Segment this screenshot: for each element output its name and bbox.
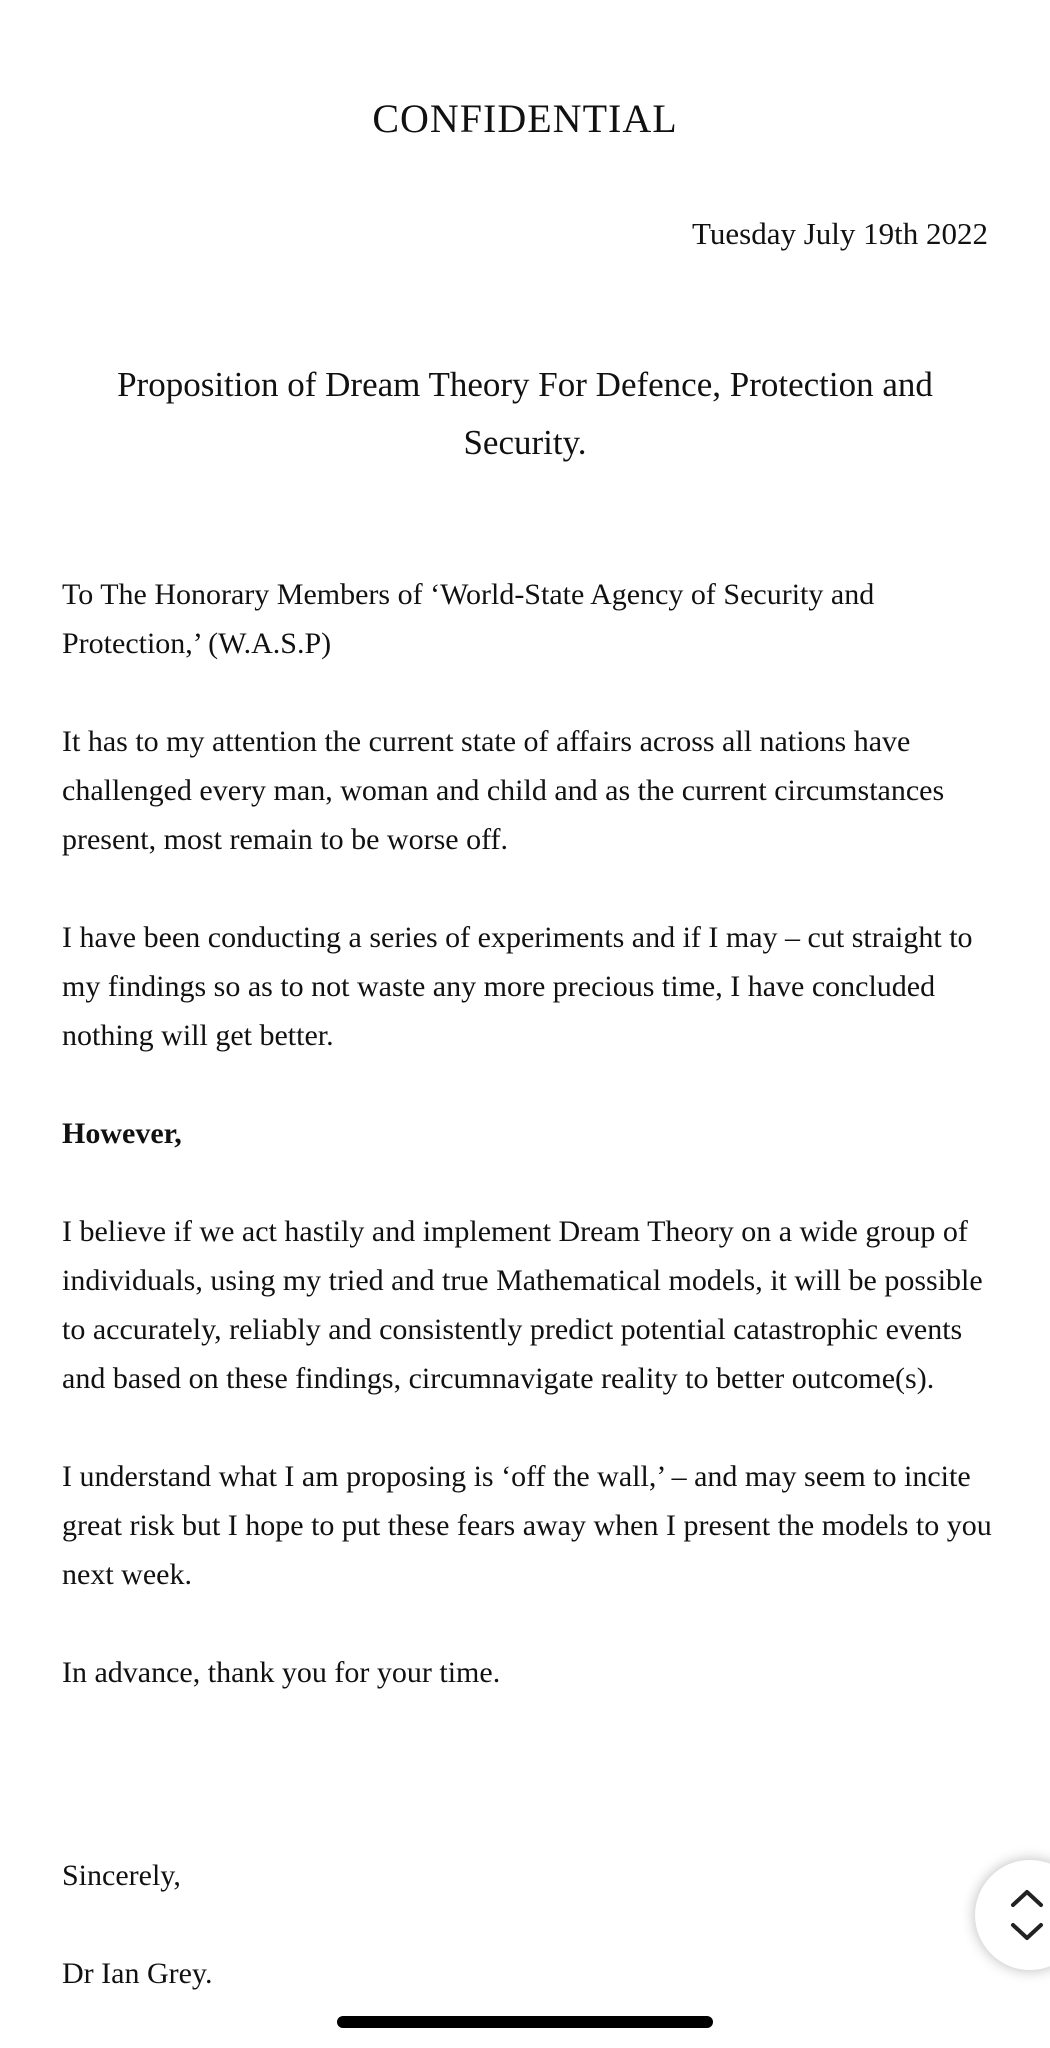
letter-title: Proposition of Dream Theory For Defence, Protection and Security. <box>117 365 933 462</box>
body-paragraph: I believe if we act hastily and implement Dream Theory on a wide group of individuals, using my tried and true Mathematical models, it will be possible to accurately, reliably and consistently predict potential catastrophic events and based on these findings, circumnavigate reality to better outcome(s). <box>62 1215 983 1395</box>
body-paragraph: I understand what I am proposing is ‘off the wall,’ – and may seem to incite great risk but I hope to put these fears away when I present the models to you next week. <box>62 1460 992 1591</box>
salutation-paragraph: To The Honorary Members of ‘World-State Agency of Security and Protection,’ (W.A.S.P) <box>62 578 875 660</box>
scroll-nav-button[interactable] <box>975 1860 1050 1970</box>
letter-body <box>62 570 992 1746</box>
letter-signoff <box>62 1851 212 2047</box>
body-paragraph: It has to my attention the current state of affairs across all nations have challenged every man, woman and child and as the current circumstances present, most remain to be worse off. <box>62 725 945 856</box>
closing-text: Sincerely, <box>62 1859 181 1892</box>
however-heading: However, <box>62 1117 182 1150</box>
signature-text: Dr Ian Grey. <box>62 1957 213 1990</box>
confidential-heading: CONFIDENTIAL <box>372 96 678 141</box>
thanks-paragraph: In advance, thank you for your time. <box>62 1656 501 1689</box>
letter-date: Tuesday July 19th 2022 <box>692 216 988 251</box>
home-indicator[interactable] <box>337 2016 713 2028</box>
chevron-down-icon[interactable] <box>1009 1920 1045 1944</box>
body-paragraph: I have been conducting a series of experiments and if I may – cut straight to my findings so as to not waste any more precious time, I have concluded nothing will get better. <box>62 921 973 1052</box>
chevron-up-icon[interactable] <box>1009 1886 1045 1910</box>
